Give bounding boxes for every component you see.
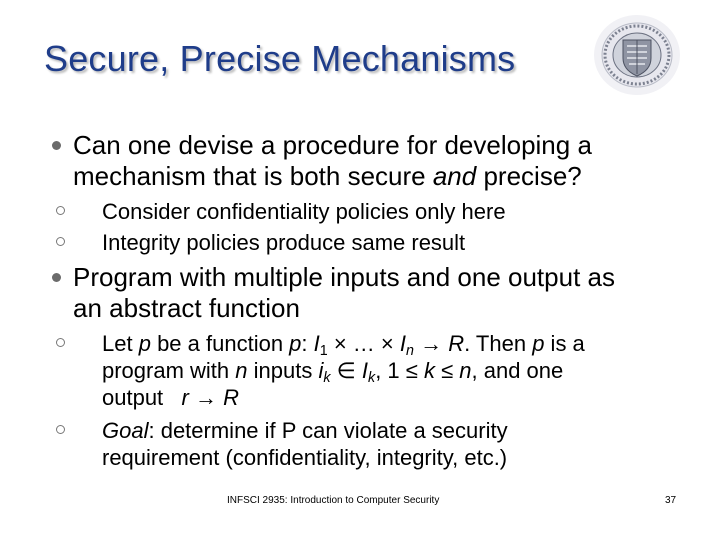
bullet-dot-icon bbox=[52, 273, 61, 282]
sub-bullet-integrity: Integrity policies produce same result bbox=[56, 229, 676, 256]
university-seal-icon bbox=[593, 14, 681, 96]
page-number: 37 bbox=[665, 495, 677, 506]
bullet-devise-procedure bbox=[52, 130, 692, 192]
bullet-text: Can one devise a procedure for developing a mechanism that is both secure and precise? bbox=[73, 130, 592, 191]
bullet-dot-icon bbox=[52, 141, 61, 150]
sub-bullet-ring-icon bbox=[56, 338, 65, 347]
sub-bullet-ring-icon bbox=[56, 237, 65, 246]
sub-bullet-confidentiality: Consider confidentiality policies only here bbox=[56, 198, 676, 225]
sub-bullet-ring-icon bbox=[56, 425, 65, 434]
slide-title: Secure, Precise Mechanisms bbox=[44, 38, 516, 79]
sub-bullet-ring-icon bbox=[56, 206, 65, 215]
bullet-program-abstract-function bbox=[52, 262, 692, 324]
slide-footer: INFSCI 2935: Introduction to Computer Security bbox=[227, 495, 440, 506]
sub-bullet-goal: Goal: determine if P can violate a security requirement (confidentiality, integrity, etc.) bbox=[56, 417, 676, 471]
bullet-text: Program with multiple inputs and one output as an abstract function bbox=[73, 262, 615, 323]
sub-bullet-let-p: Let p be a function p: $I_1$ × … × $I_n \to R$. Then p is a program with n inputs $i_k$ ∈ $I_k$, 1 ≤ k ≤ n, and one output r → R bbox=[56, 330, 676, 411]
